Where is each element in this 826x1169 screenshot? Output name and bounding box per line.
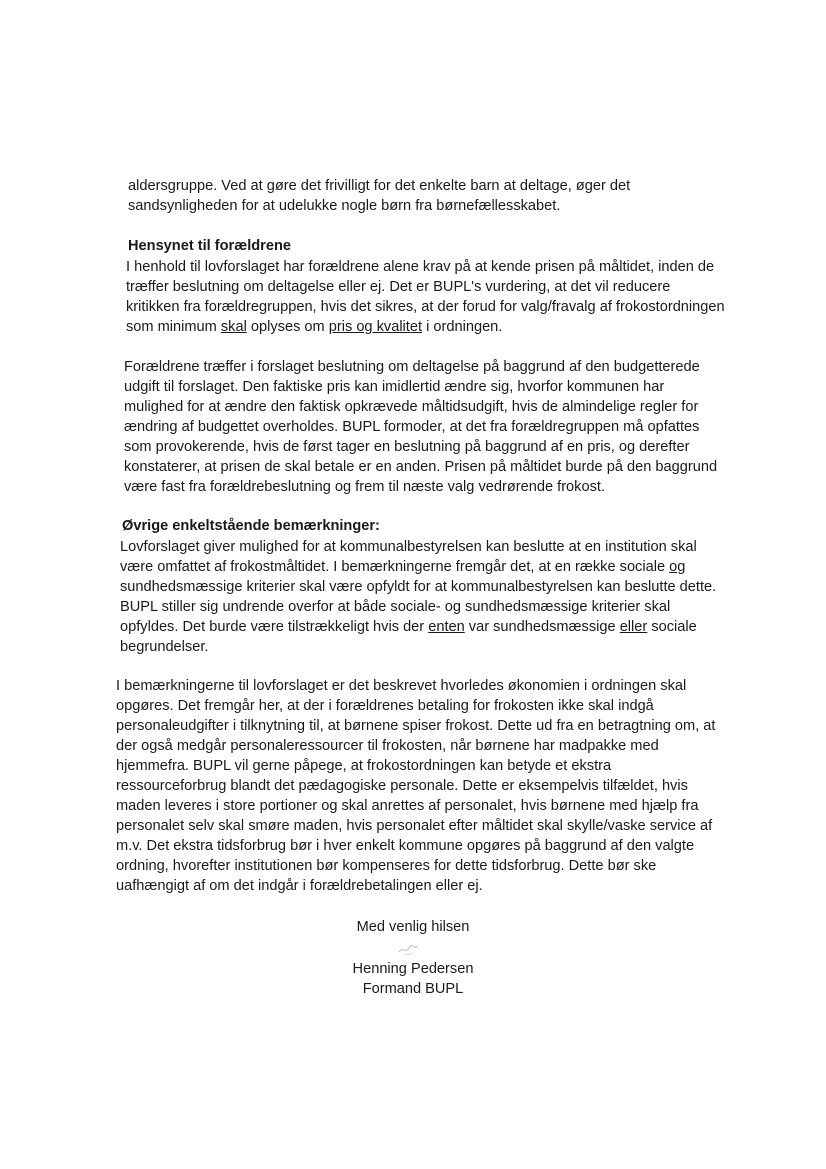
paragraph-4 (120, 537, 716, 657)
text-segment: opfyldes. Det burde være tilstrækkeligt hvis der (120, 619, 429, 635)
text-line: der også medgår personaleressourcer til frokosten, når børnene har madpakke med (116, 738, 659, 754)
text-line: personalet selv skal smøre maden, hvis personalet efter måltidet skal skylle/vaske service af (116, 818, 713, 834)
text-line: I henhold til lovforslaget har forældrene alene krav på at kende prisen på måltidet, inden de (126, 259, 715, 275)
text-line: I bemærkningerne til lovforslaget er det beskrevet hvorledes økonomien i ordningen skal (116, 678, 687, 694)
text-line: være fast fra forældrebeslutning og frem til næste valg vedrørende frokost. (124, 479, 605, 495)
text-segment: være omfattet af frokostmåltidet. I bemærkningerne fremgår det, at en række sociale (120, 559, 670, 575)
text-line: m.v. Det ekstra tidsforbrug bør i hver enkelt kommune opgøres på baggrund af den valgte (116, 838, 695, 854)
paragraph-2 (126, 257, 725, 337)
text-line: uafhængigt af om det indgår i forældrebetalingen eller ej. (116, 878, 483, 894)
underlined-text: enten (428, 619, 465, 635)
text-line (120, 557, 716, 577)
text-line: mulighed for at ændre den faktisk opkrævede måltidsudgift, hvis de almindelige regler for (124, 399, 699, 415)
closing-greeting: Med venlig hilsen (356, 919, 470, 935)
section-heading-other-remarks: Øvrige enkeltstående bemærkninger: (122, 518, 380, 534)
text-line: maden leveres i store portioner og skal anrettes af personalet, hvis børnene med hjælp fra (116, 798, 699, 814)
underlined-text: og (669, 559, 686, 575)
text-line: som provokerende, hvis de først tager en beslutning på baggrund af en pris, og derefter (124, 439, 690, 455)
signatory-title: Formand BUPL (362, 981, 464, 997)
text-line: træffer beslutning om deltagelse eller ej. Det er BUPL's vurdering, at det vil reducere (126, 279, 671, 295)
text-line: udgift til forslaget. Den faktiske pris kan imidlertid ændre sig, hvorfor kommunen har (124, 379, 665, 395)
text-line: begrundelser. (120, 639, 209, 655)
paragraph-1 (128, 176, 630, 216)
paragraph-3 (124, 357, 717, 497)
text-line: Forældrene træffer i forslaget beslutning om deltagelse på baggrund af den budgetterede (124, 359, 700, 375)
text-line (120, 617, 716, 637)
text-line: sundhedsmæssige kriterier skal være opfyldt for at kommunalbestyrelsen kan beslutte dette. (120, 579, 717, 595)
text-segment: i ordningen. (422, 319, 503, 335)
text-line: personaleudgifter i tilknytning til, at børnene spiser frokost. Dette ud fra en betragtning om, at (116, 718, 716, 734)
underlined-text: pris og kvalitet (328, 319, 423, 335)
signatory-name: Henning Pedersen (352, 961, 474, 977)
signature-mark (396, 940, 420, 958)
text-segment: oplyses om (246, 319, 329, 335)
text-segment: sociale (647, 619, 697, 635)
text-line: ressourceforbrug blandt det pædagogiske personale. Dette er eksempelvis tilfældet, hvis (116, 778, 688, 794)
text-line: aldersgruppe. Ved at gøre det frivilligt for det enkelte barn at deltage, øger det (128, 178, 631, 194)
underlined-text: skal (220, 319, 247, 335)
text-segment: var sundhedsmæssige (464, 619, 620, 635)
text-line: BUPL stiller sig undrende overfor at både sociale- og sundhedsmæssige kriterier skal (120, 599, 671, 615)
text-line: opgøres. Det fremgår her, at der i forældrenes betaling for frokosten ikke skal indgå (116, 698, 654, 714)
section-heading-parents: Hensynet til forældrene (128, 238, 291, 254)
text-segment: som minimum (126, 319, 221, 335)
paragraph-5 (116, 676, 715, 896)
text-line: ordning, hvorefter institutionen bør kompenseres for dette tidsforbrug. Dette bør ske (116, 858, 657, 874)
text-line: konstaterer, at prisen de skal betale er en anden. Prisen på måltidet burde på den baggrund (124, 459, 718, 475)
text-line (126, 317, 725, 337)
underlined-text: eller (619, 619, 648, 635)
text-line: ændring af budgettet overholdes. BUPL formoder, at det fra forældregruppen må opfattes (124, 419, 700, 435)
text-line: hjemmefra. BUPL vil gerne påpege, at frokostordningen kan betyde et ekstra (116, 758, 612, 774)
text-line: sandsynligheden for at udelukke nogle børn fra børnefællesskabet. (128, 198, 561, 214)
text-line: kritikken fra forældregruppen, hvis det sikres, at der forud for valg/fravalg af frokostordningen (126, 299, 725, 315)
text-line: Lovforslaget giver mulighed for at kommunalbestyrelsen kan beslutte at en institution skal (120, 539, 697, 555)
